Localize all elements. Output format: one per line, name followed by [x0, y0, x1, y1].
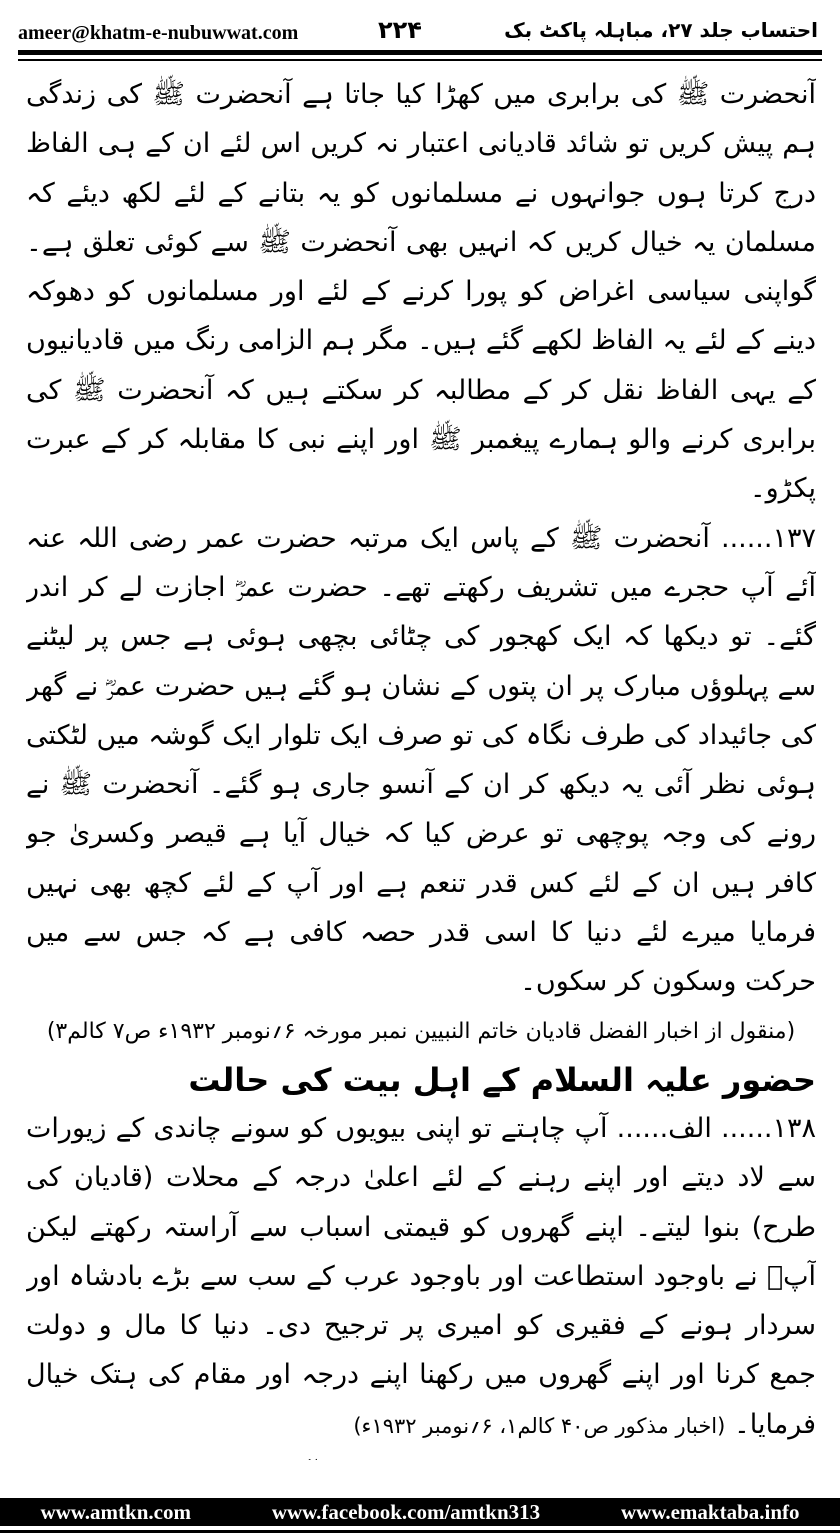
page-footer — [0, 1492, 840, 1540]
reference-138a: (اخبار مذکور ص۴۰ کالم۱، ۶؍نومبر ۱۹۳۲ء) — [353, 1413, 726, 1438]
header-divider-thick — [18, 50, 822, 55]
paragraph-intro: آنحضرت ﷺ کی برابری میں کھڑا کیا جاتا ہے آنحضرت ﷺ کی زندگی ہم پیش کریں تو شائد قادیانی اعتبار نہ کریں اس لئے ان کے ہی الفاظ درج کرتا ہوں جوانہوں نے مسلمانوں کو یہ بتانے کے لئے لکھ دیئے کہ مسلمان یہ خیال کریں کہ انہیں بھی آنحضرت ﷺ سے کوئی تعلق ہے۔ گواپنی سیاسی اغراض کو پورا کرنے کے لئے اور مسلمانوں کو دھوکہ دینے کے لئے یہ الفاظ لکھے گئے ہیں۔ مگر ہم الزامی رنگ میں قادیانیوں کے یہی الفاظ نقل کر کے مطالبہ کر سکتے ہیں کہ آنحضرت ﷺ کی برابری کرنے والو ہمارے پیغمبر ﷺ اور اپنے نبی کا مقابلہ کر کے عبرت پکڑو۔ — [26, 79, 816, 505]
paragraph-138a-text: ۱۳۸...... الف...... آپ چاہتے تو اپنی بیویوں کو سونے چاندی کے زیورات سے لاد دیتے اور اپنے رہنے کے لئے اعلیٰ درجہ کے محلات (قادیان کی طرح) بنوا لیتے۔ اپنے گھروں کو قیمتی اسباب سے آراستہ رکھتے لیکن آپؐ نے باوجود استطاعت اور باوجود عرب کے سب سے بڑے بادشاہ اور سردار ہونے کے فقیری کو امیری پر ترجیح دی۔ دنیا کا مال و دولت جمع کرنا اور اپنے گھروں میں رکھنا اپنے درجہ اور مقام کی ہتک خیال فرمایا۔ — [26, 1112, 816, 1440]
page-header — [0, 0, 840, 48]
footer-divider — [0, 1530, 840, 1533]
header-divider-thin — [18, 59, 822, 61]
book-title: احتساب جلد ۲۷، مباہلہ پاکٹ بک — [504, 18, 818, 42]
footer-links-bar — [0, 1498, 840, 1526]
page-number: ۲۲۴ — [378, 16, 422, 44]
header-email: ameer@khatm-e-nubuwwat.com — [18, 22, 299, 44]
section-heading-family: حضور علیہ السلام کے اہل بیت کی حالت — [188, 1060, 816, 1099]
footer-link-amtkn[interactable]: www.amtkn.com — [40, 1499, 191, 1524]
paragraph-138a — [26, 1104, 816, 1451]
page-body — [26, 70, 816, 1460]
paragraph-138b — [26, 1451, 816, 1460]
citation-137: (منقول از اخبار الفضل قادیان خاتم النبیین نمبر مورخہ ۶؍نومبر ۱۹۳۲ء ص۷ کالم۳) — [46, 1018, 796, 1044]
footer-link-facebook[interactable]: www.facebook.com/amtkn313 — [271, 1499, 541, 1524]
paragraph-137: ۱۳۷...... آنحضرت ﷺ کے پاس ایک مرتبہ حضرت عمر رضی اللہ عنہ آئے آپ حجرے میں تشریف رکھتے تھے۔ حضرت عمرؓ اجازت لے کر اندر گئے۔ تو دیکھا کہ ایک کھجور کی چٹائی بچھی ہوئی ہے جس پر لیٹنے سے پہلوؤں مبارک پر ان پتوں کے نشان ہو گئے ہیں حضرت عمرؓ نے گھر کی جائیداد کی طرف نگاہ کی تو صرف ایک تلوار ایک گوشہ میں لٹکتی ہوئی نظر آئی یہ دیکھ کر ان کے آنسو جاری ہو گئے۔ آنحضرت ﷺ نے رونے کی وجہ پوچھی تو عرض کیا کہ خیال آیا ہے قیصر وکسریٰ جو کافر ہیں ان کے لئے کس قدر تنعم ہے اور آپ کے لئے کچھ بھی نہیں فرمایا میرے لئے دنیا کا اسی قدر حصہ کافی ہے کہ جس سے میں حرکت وسکون کر سکوں۔ — [26, 522, 816, 998]
footer-link-emaktaba[interactable]: www.emaktaba.info — [621, 1499, 800, 1524]
